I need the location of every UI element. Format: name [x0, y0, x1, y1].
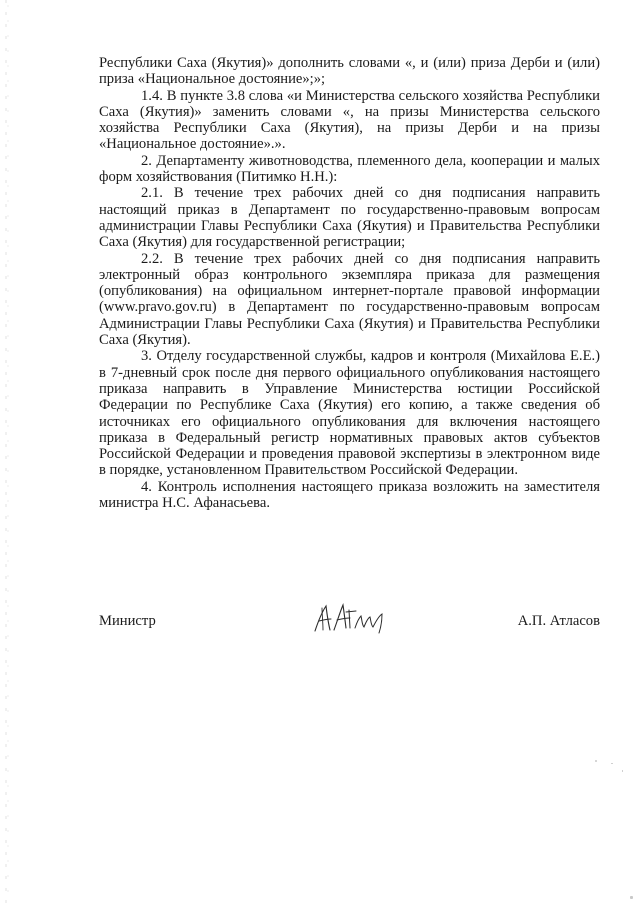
paragraph-1-4: 1.4. В пункте 3.8 слова «и Министерства сельского хозяйства Республики Саха (Якутия)» заменить словами «, на призы Министерства сельского хозяйства Республики Саха (Якутия), на призы Дерби и на призы «Национальное достояние».».: [99, 87, 600, 153]
scan-edge-shadow: [4, 0, 10, 905]
signatory-name: А.П. Атласов: [517, 613, 600, 629]
handwritten-signature: [309, 600, 389, 636]
scan-speck: [595, 760, 597, 762]
signatory-title: Министр: [99, 613, 156, 629]
paragraph-2: 2. Департаменту животноводства, племенного дела, кооперации и малых форм хозяйствования (Питимко Н.Н.):: [99, 152, 600, 186]
scan-speck: [611, 763, 613, 764]
signature-block: [99, 600, 600, 640]
scan-speck: [630, 896, 633, 899]
paragraph-3: 3. Отделу государственной службы, кадров и контроля (Михайлова Е.Е.) в 7-дневный срок после дня первого официального опубликования настоящего приказа направить в Управление Министерства юстиции Российской Федерации по Республике Саха (Якутия) его копию, а также сведения об источниках его официального опубликования для включения настоящего приказа в Федеральный регистр нормативных правовых актов субъектов Российской Федерации и проведения правовой экспертизы в электронном виде в порядке, установленном Правительством Российской Федерации.: [99, 348, 600, 479]
order-body: [99, 55, 600, 511]
paragraph-2-1: 2.1. В течение трех рабочих дней со дня подписания направить настоящий приказ в Департамент по государственно-правовым вопросам администрации Главы Республики Саха (Якутия) и Правительства Республики Саха (Якутия) для государственной регистрации;: [99, 185, 600, 251]
scan-speck: [622, 770, 623, 772]
paragraph-4: 4. Контроль исполнения настоящего приказа возложить на заместителя министра Н.С. Афанасьева.: [99, 478, 600, 512]
paragraph-2-2: 2.2. В течение трех рабочих дней со дня подписания направить электронный образ контрольного экземпляра приказа для размещения (опубликования) на официальном интернет-портале правовой информации (www.pravo.gov.ru) в Департамент по государственно-правовым вопросам Администрации Главы Республики Саха (Якутия) и Правительства Республики Саха (Якутия).: [99, 250, 600, 349]
paragraph-1-3-continuation: Республики Саха (Якутия)» дополнить словами «, и (или) приза Дерби и (или) приза «Национальное достояние»;»;: [99, 55, 600, 88]
